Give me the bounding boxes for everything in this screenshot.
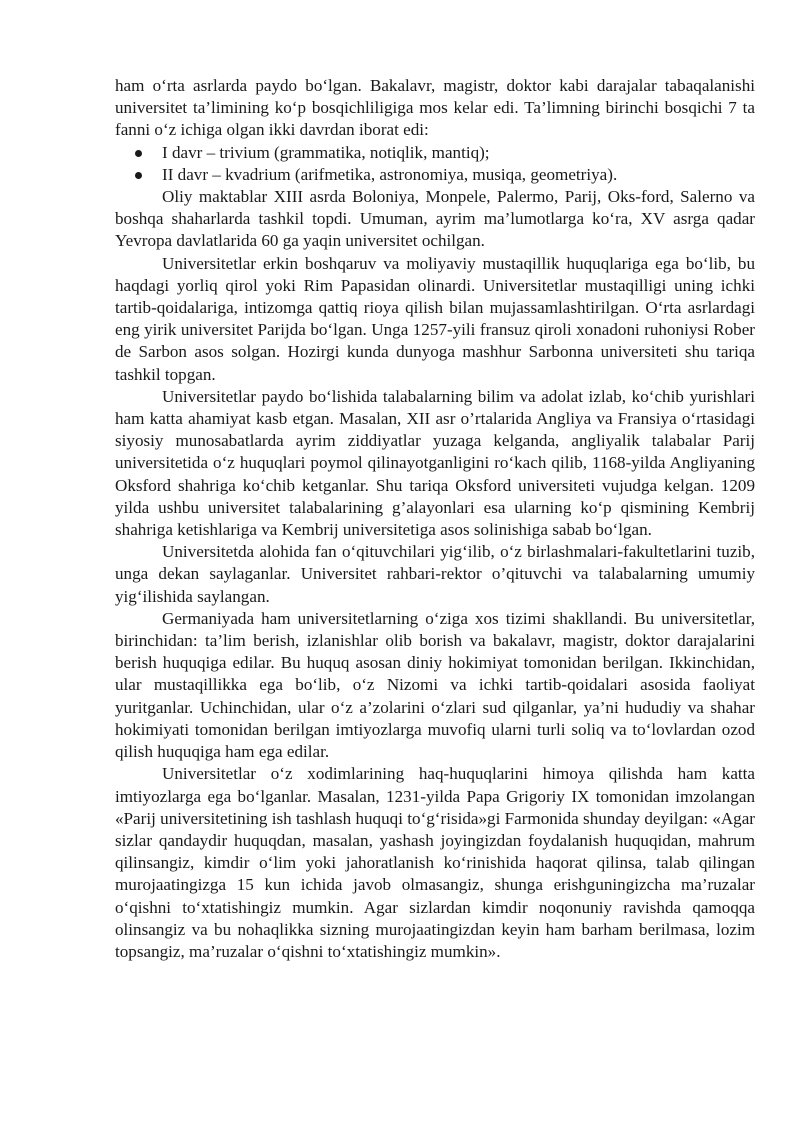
bullet-icon — [135, 172, 142, 179]
paragraph-intro: ham o‘rta asrlarda paydo bo‘lgan. Bakalavr, magistr, doktor kabi darajalar tabaqalanishi universitet ta’limining ko‘p bosqichliligiga mos kelar edi. Ta’limning birinchi bosqichi 7 ta fanni o‘z ichiga olgan ikki davrdan iborat edi: — [115, 76, 755, 140]
bullet-text: II davr – kvadrium (arifmetika, astronomiya, musiqa, geometriya). — [162, 164, 618, 184]
bullet-list — [115, 142, 755, 186]
bullet-text: I davr – trivium (grammatika, notiqlik, mantiq); — [162, 142, 490, 162]
paragraph-oliy-maktablar: Oliy maktablar XIII asrda Boloniya, Monpele, Palermo, Parij, Oks-ford, Salerno va boshqa shaharlarda tashkil topdi. Umuman, ayrim ma’lumotlarga ko‘ra, XV asrga qadar Yevropa davlatlarida 60 ga yaqin universitet ochilgan. — [115, 187, 755, 251]
document-page — [115, 75, 755, 963]
paragraph-talabalar-kochishi: Universitetlar paydo bo‘lishida talabalarning bilim va adolat izlab, ko‘chib yurishlari ham katta ahamiyat kasb etgan. Masalan, XII asr o’rtalarida Angliya va Fransiya o‘rtasidagi siyosiy munosabatlarda ayrim ziddiyatlar yuzaga kelganda, angliyalik talabalar Parij universitetida o‘z huquqlari poymol qilinayotganligini ro‘kach qilib, 1168-yilda Angliyaning Oksford shahriga ko‘chib ketganlar. Shu tariqa Oksford universiteti vujudga kelgan. 1209 yilda ushbu universitet talabalarining g’alayonlari esa ularning ko‘p qismining Kembrij shahriga ketishlariga va Kembrij universitetiga asos solinishiga sabab bo‘lgan. — [115, 386, 755, 540]
bullet-icon — [135, 150, 142, 157]
paragraph-erkin-boshqaruv: Universitetlar erkin boshqaruv va moliyaviy mustaqillik huquqlariga ega bo‘lib, bu haqdagi yorliq qirol yoki Rim Papasidan olinardi. Universitetlar mustaqilligi uning ichki tartib-qoidalariga, intizomga qattiq rioya qilish bilan mujassamlashtirilgan. O‘rta asrlardagi eng yirik universitet Parijda bo‘lgan. Unga 1257-yili fransuz qiroli xonadoni ruhoniysi Rober de Sarbon asos solgan. Hozirgi kunda dunyoga mashhur Sarbonna universiteti shu tariqa tashkil topgan. — [115, 253, 755, 384]
bullet-item-kvadrium — [115, 164, 755, 186]
paragraph-imtiyozlar: Universitetlar o‘z xodimlarining haq-huquqlarini himoya qilishda ham katta imtiyozlarga ega bo‘lganlar. Masalan, 1231-yilda Papa Grigoriy IX tomonidan imzolangan «Parij universitetining ish tashlash huquqi to‘g‘risida»gi Farmonida shunday deyilgan: «Agar sizlar qandaydir huquqdan, masalan, yashash joyingizdan foydalanish huquqidan, mahrum qilinsangiz, kimdir o‘lim yoki jahoratlanish ko‘rinishida haqorat qilinsa, talab qilingan murojaatingizga 15 kun ichida javob olmasangiz, shunga erishguningizcha ma’ruzalar o‘qishni to‘xtatishingiz mumkin. Agar sizlardan kimdir noqonuniy ravishda qamoqqa olinsangiz va bu nohaqlikka sizning murojaatingizdan keyin ham barham berilmasa, lozim topsangiz, ma’ruzalar o‘qishni to‘xtatishingiz mumkin». — [115, 764, 755, 961]
paragraph-germaniya: Germaniyada ham universitetlarning o‘ziga xos tizimi shakllandi. Bu universitetlar, birinchidan: ta’lim berish, izlanishlar olib borish va bakalavr, magistr, doktor darajalarini berish huquqiga edilar. Bu huquq asosan diniy hokimiyat tomonidan berilgan. Ikkinchidan, ular mustaqillikka ega bo‘lib, o‘z Nizomi va ichki tartib-qoidalari asosida faoliyat yuritganlar. Uchinchidan, ular o‘z a’zolarini o‘zlari sud qilganlar, ya’ni hududiy va shahar hokimiyati tomonidan berilgan imtiyozlarga muvofiq ularni turli soliq va to‘lovlardan ozod qilish huquqiga ham ega edilar. — [115, 608, 755, 762]
bullet-item-trivium — [115, 142, 755, 164]
paragraph-fakultetlar: Universitetda alohida fan o‘qituvchilari yig‘ilib, o‘z birlashmalari-fakultetlarini tuzib, unga dekan saylaganlar. Universitet rahbari-rektor o’qituvchi va talabalarning umumiy yig‘ilishida saylangan. — [115, 542, 755, 606]
